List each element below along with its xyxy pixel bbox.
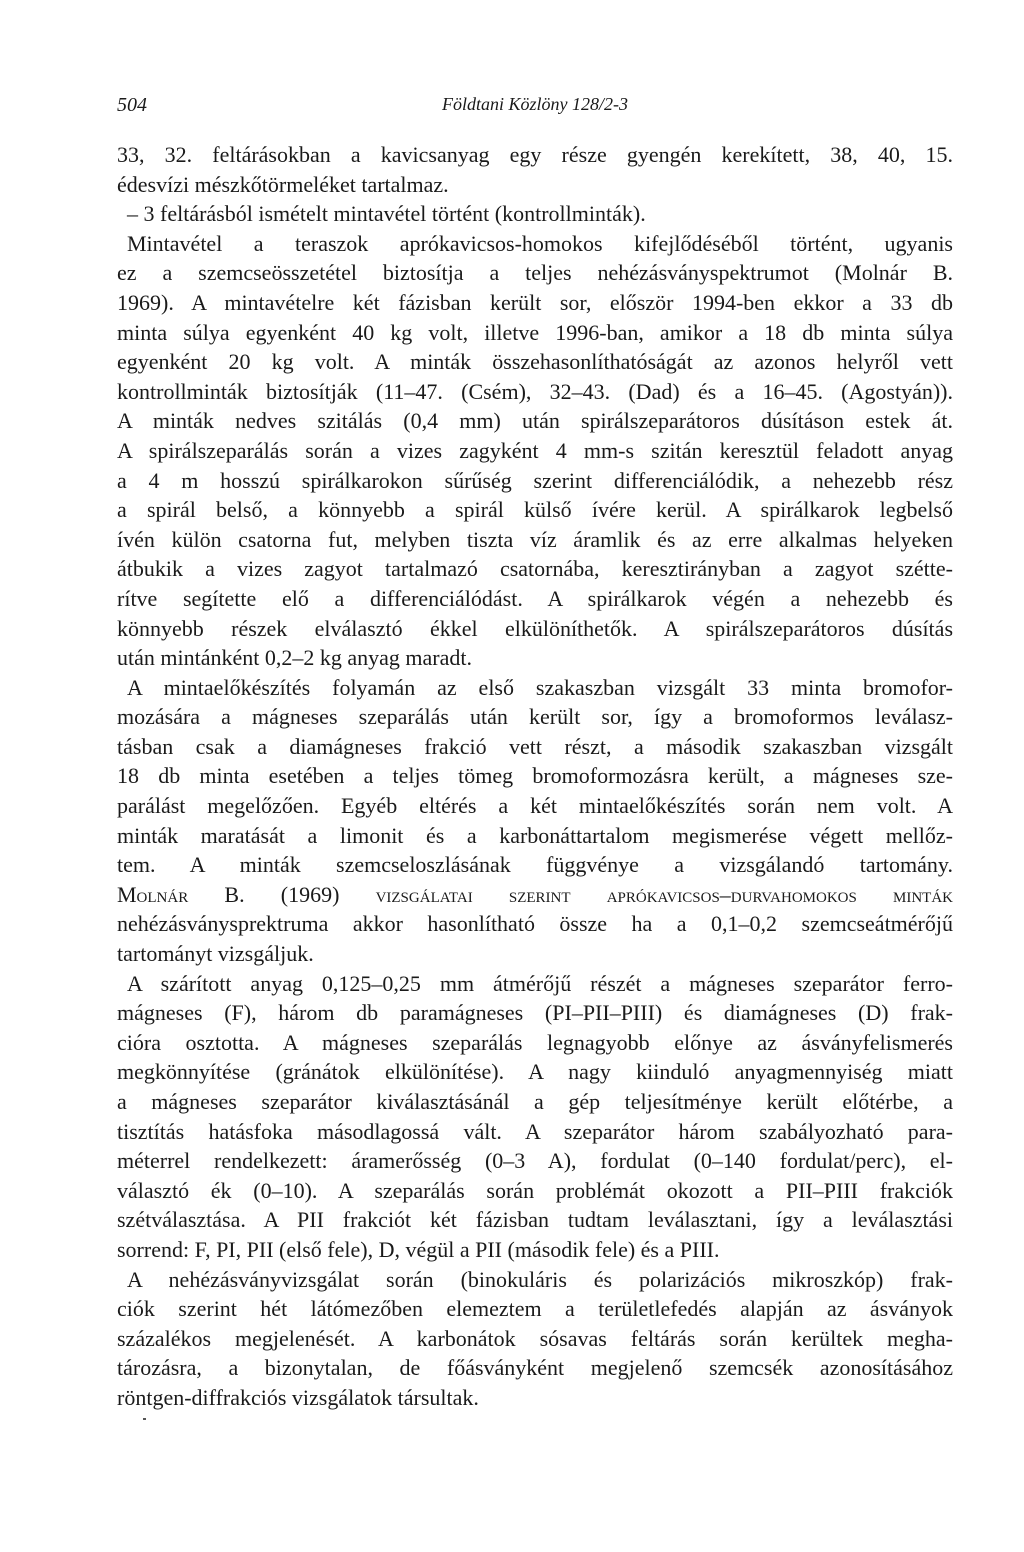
text-line: átbukik a vizes zagyot tartalmazó csatornába, keresztirányban a zagyot szétte- — [117, 556, 953, 582]
text-line: tisztítás hatásfoka másodlagossá vált. A szeparátor három szabályozható para- — [117, 1118, 953, 1144]
text-line: A mintaelőkészítés folyamán az első szakaszban vizsgált 33 minta bromofor- — [127, 674, 953, 700]
text-line: százalékos megjelenését. A karbonátok sósavas feltárás során kerültek megha- — [117, 1325, 953, 1351]
text-line: röntgen-diffrakciós vizsgálatok társultak. — [117, 1384, 479, 1410]
text-line: a spirál belső, a könnyebb a spirál külső ívére kerül. A spirálkarok legbelső — [117, 497, 953, 523]
body-text — [117, 140, 953, 1413]
text-line: méterrel rendelkezett: áramerősség (0–3 A), fordulat (0–140 fordulat/perc), el- — [117, 1148, 953, 1174]
text-line: a mágneses szeparátor kiválasztásánál a gép teljesítménye került előtérbe, a — [117, 1089, 953, 1114]
text-line: 33, 32. feltárásokban a kavicsanyag egy része gyengén kerekített, 38, 40, 15. — [117, 142, 953, 167]
text-line: édesvízi mészkőtörmeléket tartalmaz. — [117, 171, 449, 197]
text-line: mágneses (F), három db paramágneses (PI–PII–PIII) és diamágneses (D) frak- — [117, 1000, 953, 1026]
text-line: A spirálszeparálás során a vizes zagyként 4 mm-s szitán keresztül feladott anyag — [117, 437, 953, 463]
dash-item — [117, 199, 953, 229]
text-line: A szárított anyag 0,125–0,25 mm átmérőjű részét a mágneses szeparátor ferro- — [127, 970, 953, 996]
text-line: nehézásványsprektruma akkor hasonlítható össze ha a 0,1–0,2 szemcseátmérőjű — [117, 911, 953, 937]
text-line: könnyebb részek elválasztó ékkel elkülöníthetők. A spirálszeparátoros dúsítás — [117, 615, 953, 641]
text-line: 1969). A mintavételre két fázisban került sor, először 1994-ben ekkor a 33 db — [117, 289, 953, 315]
text-line: – 3 feltárásból ismételt mintavétel történt (kontrollminták). — [127, 201, 646, 227]
text-line: cióra osztotta. A mágneses szeparálás legnagyobb előnye az ásványfelismerés — [117, 1029, 953, 1055]
paragraph-magnetic-separation — [117, 969, 953, 1265]
text-line: ez a szemcseösszetétel biztosítja a teljes nehézásványspektrumot (Molnár B. — [117, 260, 953, 286]
text-line: megkönnyítése (gránátok elkülönítése). A nagy kiinduló anyagmennyiség miatt — [117, 1059, 953, 1085]
text-line: minták maratását a limonit és a karbonáttartalom megismerése végett mellőz- — [117, 822, 953, 848]
paragraph-site-notes — [117, 140, 953, 199]
text-line: A minták nedves szitálás (0,4 mm) után spirálszeparátoros dúsításon estek át. — [117, 408, 953, 434]
text-line: tásban csak a diamágneses frakció vett részt, a második szakaszban vizsgált — [117, 733, 953, 759]
text-line: kontrollminták biztosítják (11–47. (Csém), 32–43. (Dad) és a 16–45. (Agostyán)). — [117, 378, 953, 404]
paragraph-preparation — [117, 673, 953, 969]
text-line: után mintánként 0,2–2 kg anyag maradt. — [117, 645, 472, 671]
paragraph-heavy-mineral-analysis — [117, 1265, 953, 1413]
text-line: tározásra, a bizonytalan, de főásványként megjelenő szemcsék azonosításához — [117, 1355, 953, 1381]
scan-speck — [143, 1418, 146, 1420]
text-line: tartományt vizsgáljuk. — [117, 941, 314, 967]
text-line: szétválasztása. A PII frakciót két fázisban tudtam leválasztani, így a leválasztási — [117, 1207, 953, 1233]
text-line: Molnár B. (1969) vizsgálatai szerint aprókavicsos–durvahomokos minták — [117, 881, 953, 907]
text-line: Mintavétel a teraszok aprókavicsos-homokos kifejlődéséből történt, ugyanis — [127, 230, 953, 256]
text-line: minta súlya egyenként 40 kg volt, illetve 1996-ban, amikor a 18 db minta súlya — [117, 319, 953, 345]
text-line: sorrend: F, PI, PII (első fele), D, végül a PII (második fele) és a PIII. — [117, 1236, 720, 1262]
text-line: ciók szerint hét látómezőben elemeztem a területlefedés alapján az ásványok — [117, 1296, 953, 1322]
page-header — [117, 94, 953, 122]
page-number: 504 — [117, 94, 147, 116]
text-line: rítve segítette elő a differenciálódást. A spirálkarok végén a nehezebb és — [117, 585, 953, 611]
text-line: 18 db minta esetében a teljes tömeg bromoformozásra került, a mágneses sze- — [117, 763, 953, 789]
text-line: egyenként 20 kg volt. A minták összehasonlíthatóságát az azonos helyről vett — [117, 349, 953, 375]
text-line: tem. A minták szemcseloszlásának függvénye a vizsgálandó tartomány. — [117, 852, 953, 878]
text-line: parálást megelőzően. Egyéb eltérés a két mintaelőkészítés során nem volt. A — [117, 793, 953, 819]
journal-title: Földtani Közlöny 128/2-3 — [442, 94, 628, 114]
text-line: ívén külön csatorna fut, melyben tiszta víz áramlik és az erre alkalmas helyeken — [117, 526, 953, 552]
text-line: választó ék (0–10). A szeparálás során problémát okozott a PII–PIII frakciók — [117, 1177, 953, 1203]
paragraph-sampling — [117, 229, 953, 673]
text-line: mozására a mágneses szeparálás után került sor, így a bromoformos leválasz- — [117, 704, 953, 730]
text-line: A nehézásványvizsgálat során (binokuláris és polarizációs mikroszkóp) frak- — [127, 1266, 953, 1292]
text-line: a 4 m hosszú spirálkarokon sűrűség szerint differenciálódik, a nehezebb rész — [117, 467, 953, 493]
